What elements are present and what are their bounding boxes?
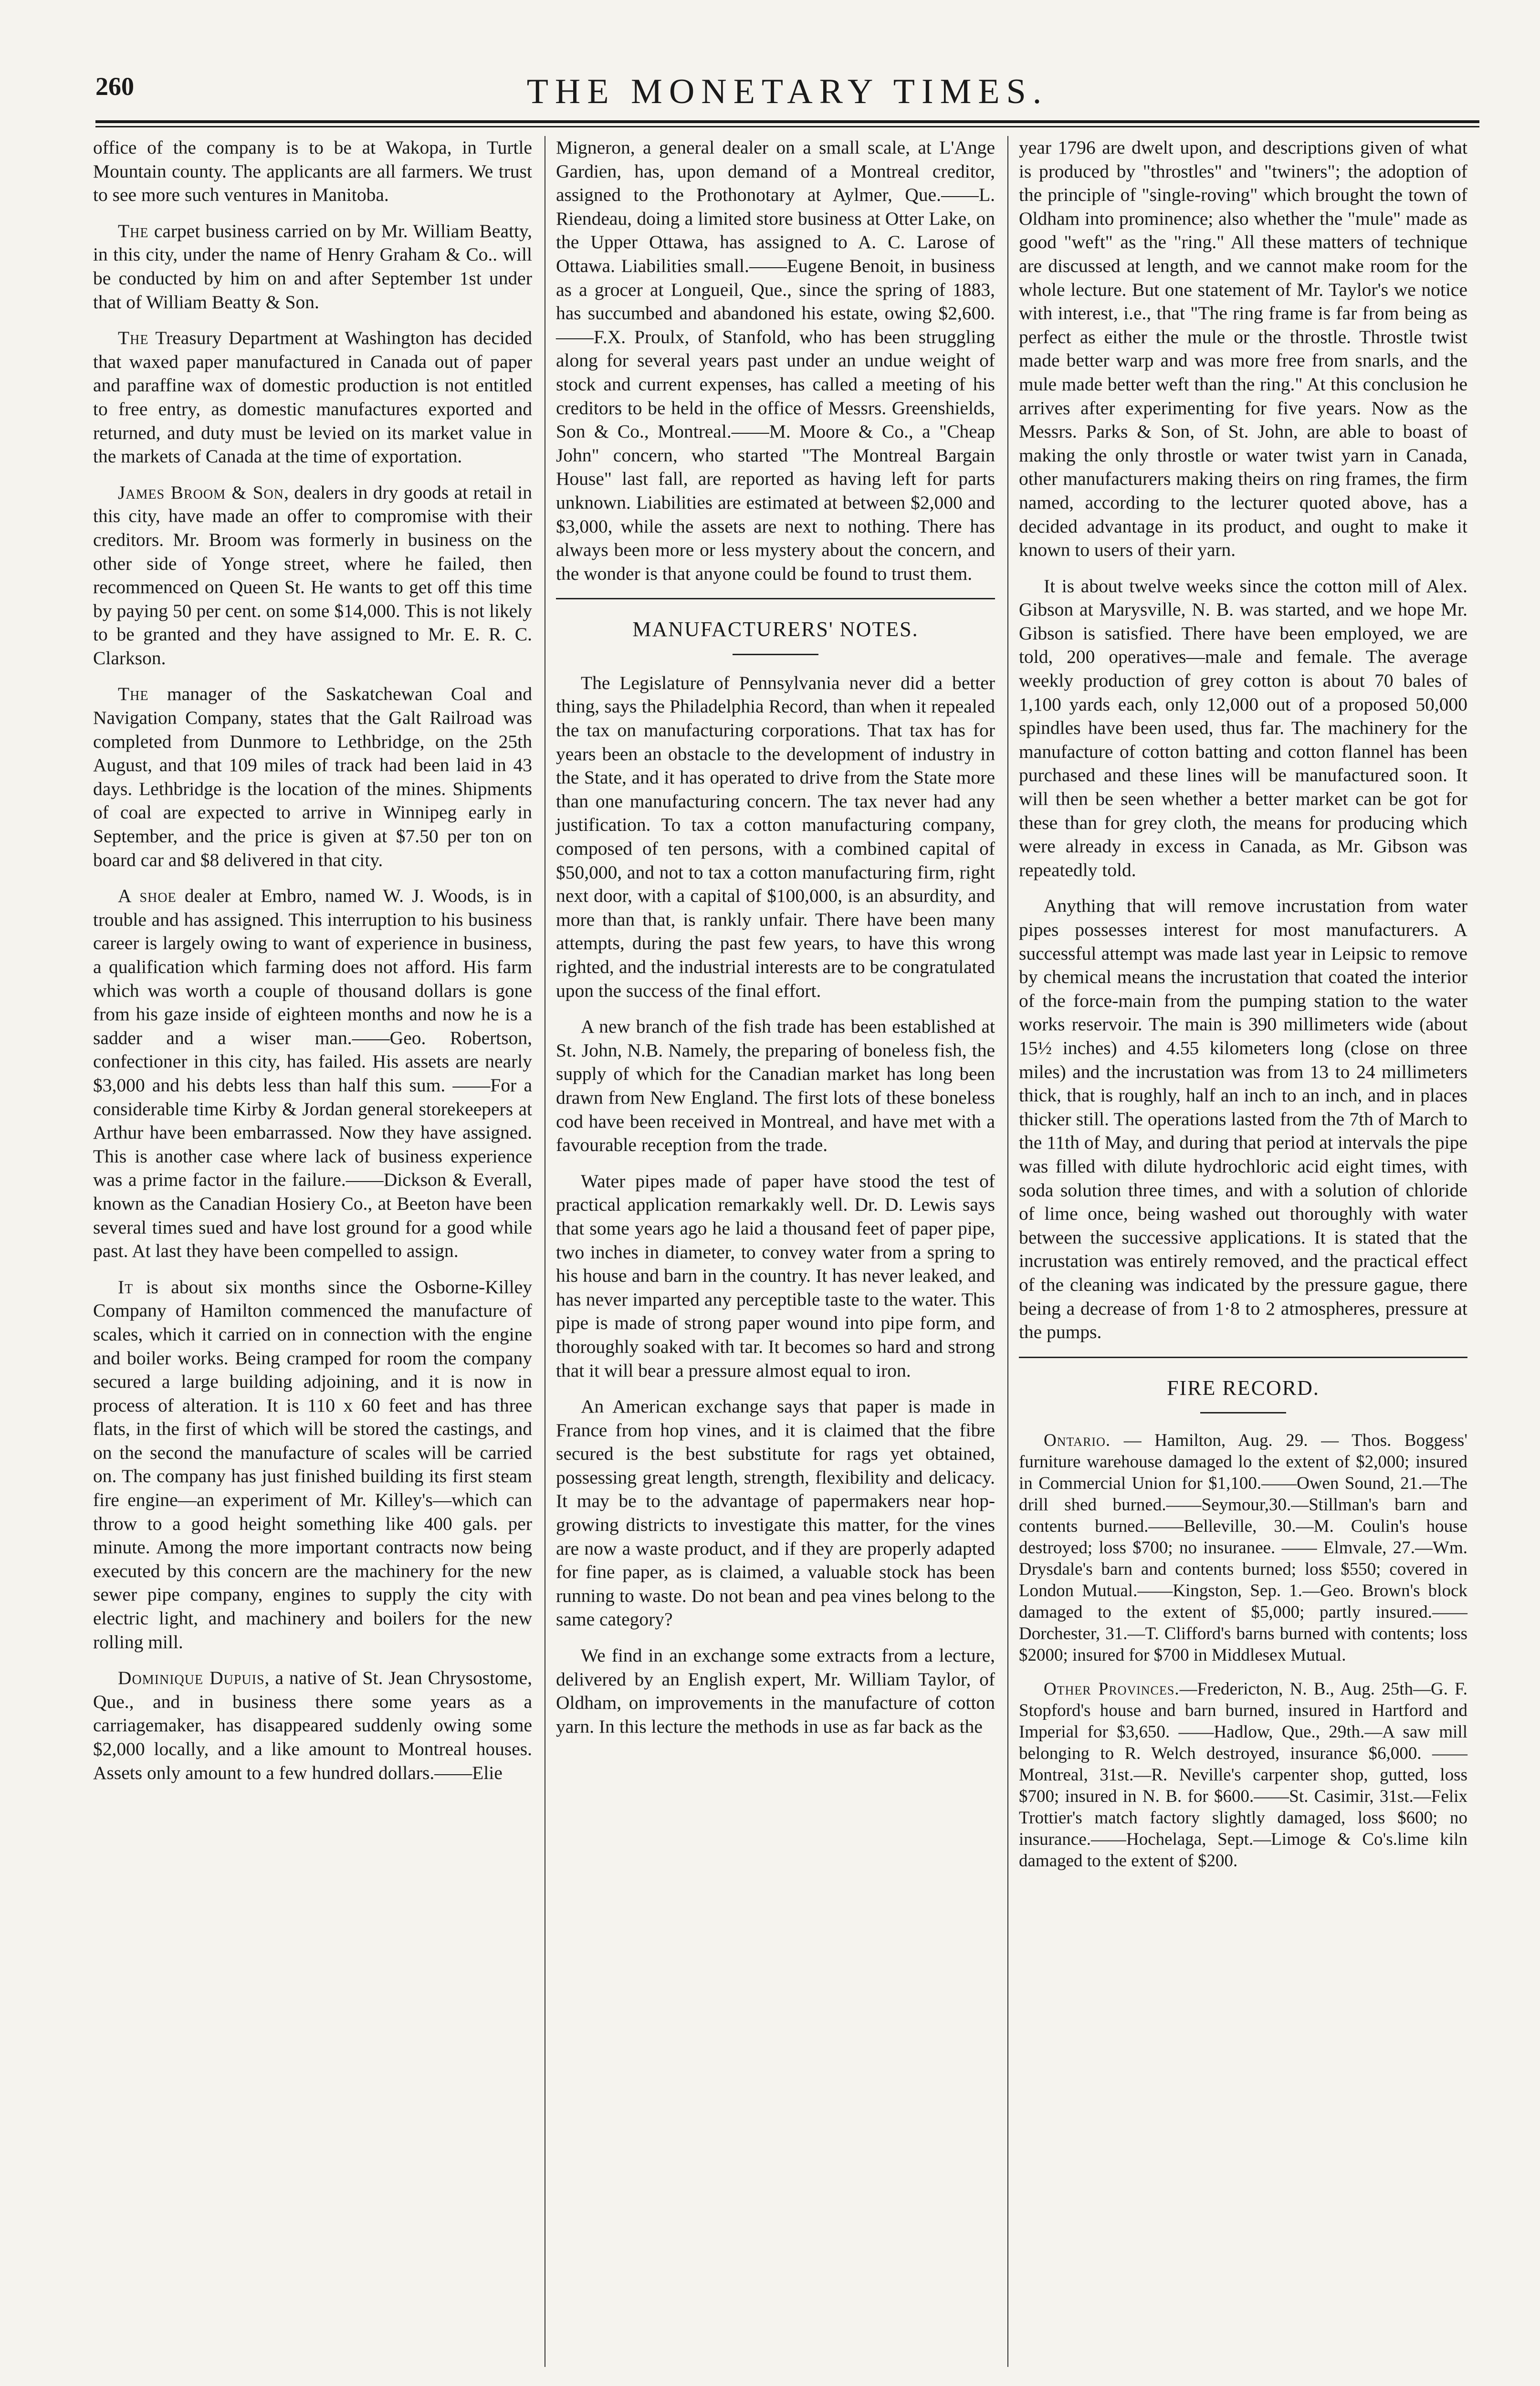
heading-underline — [733, 654, 818, 655]
section-separator — [556, 598, 995, 599]
article-paragraph: Other Provinces.—Fredericton, N. B., Aug. 25th—G. F. Stopford's house and barn burned, insured in Hartford and Imperial for $3,650. ——Hadlow, Que., 29th.—A saw mill belonging to R. Welch destroyed, insurance $6,000. ——Montreal, 31st.—R. Neville's carpenter shop, gutted, loss $700; insured in N. B. for $600.——St. Casimir, 31st.—Felix Trottier's match factory slightly damaged, loss $600; no insurance.——Hochelaga, Sept.—Limoge & Co's.lime kiln damaged to the extent of $200. — [1019, 1679, 1467, 1871]
page-header — [95, 72, 1479, 115]
article-paragraph: year 1796 are dwelt upon, and descriptions given of what is produced by "throstles" and "twiners"; the adoption of the principle of "single-roving" which brought the town of Oldham into prominence; also whether the "mule" made as good "weft" as the "ring." All these matters of technique are discussed at length, and we cannot make room for the whole lecture. But one statement of Mr. Taylor's we notice with interest, i.e., that "The ring frame is far from being as perfect as either the mule or the throstle. Throstle twist made better warp and was more free from snarls, and the mule made better weft than the ring." At this conclusion he arrives after experimenting for five years. Now as the Messrs. Parks & Son, of St. John, are able to boast of making the only throstle or water twist yarn in Canada, other manufacturers making theirs on ring frames, the firm named, according to the lecturer quoted above, has a decided advantage in its product, and ought to make it known to users of their yarn. — [1019, 137, 1467, 561]
column-3 — [1019, 136, 1467, 1884]
article-paragraph: James Broom & Son, dealers in dry goods at retail in this city, have made an offer to compromise with their creditors. Mr. Broom was formerly in business on the other side of Yonge street, where he failed, then recommenced on Queen St. He wants to get off this time by paying 50 per cent. on some $14,000. This is not likely to be granted and they have assigned to Mr. E. R. C. Clarkson. — [93, 481, 532, 669]
masthead-title: THE MONETARY TIMES. — [526, 72, 1048, 111]
article-paragraph: Water pipes made of paper have stood the test of practical application remarkakly well. Dr. D. Lewis says that some years ago he laid a thousand feet of paper pipe, two inches in diameter, to convey water from a spring to his house and barn in the country. It has never leaked, and has never imparted any perceptible taste to the water. This pipe is made of strong paper wound into pipe form, and thoroughly soaked with tar. It becomes so hard and strong that it will bear a pressure almost equal to iron. — [556, 1170, 995, 1381]
article-paragraph: A shoe dealer at Embro, named W. J. Woods, is in trouble and has assigned. This interruption to his business career is largely owing to want of experience in business, a qualification which farming does not afford. His farm which was worth a couple of thousand dollars is gone from his gaze inside of eighteen months and now he is a sadder and a wiser man.——Geo. Robertson, confectioner in this city, has failed. His assets are nearly $3,000 and his debts less than half this sum. ——For a considerable time Kirby & Jordan general storekeepers at Arthur have been embarrassed. Now they have assigned. This is another case where lack of business experience was a prime factor in the failure.——Dickson & Everall, known as the Canadian Hosiery Co., at Beeton have been several times sued and have lost ground for a good while past. At last they have been compelled to assign. — [93, 885, 533, 1262]
header-rule-thick — [95, 120, 1479, 123]
article-paragraph: A new branch of the fish trade has been established at St. John, N.B. Namely, the preparing of boneless fish, the supply of which for the Canadian market has long been drawn from New England. The first lots of these boneless cod have been received in Montreal, and have met with a favourable reception from the trade. — [556, 1016, 995, 1156]
heading-underline — [1200, 1412, 1286, 1413]
article-paragraph: Dominique Dupuis, a native of St. Jean Chrysostome, Que., and in business there some years as a carriagemaker, has disappeared suddenly owing some $2,000 locally, and a like amount to Montreal houses. Assets only amount to a few hundred dollars.——Elie — [93, 1667, 532, 1783]
article-paragraph: The Legislature of Pennsylvania never did a better thing, says the Philadelphia Record, than when it repealed the tax on manufacturing corporations. That tax has for years been an obstacle to the development of industry in the State, and it has operated to drive from the State more than one manufacturing concern. The tax never had any justification. To tax a cotton manufacturing company, composed of ten persons, with a combined capital of $50,000, and not to tax a cotton manufacturing firm, right next door, with a capital of $100,000, is an absurdity, and more than that, is rankly unfair. There have been many attempts, during the past few years, to have this wrong righted, and the industrial interests are to be congratulated upon the success of the final effort. — [556, 672, 995, 1001]
section-heading-fire-record: FIRE RECORD. — [1167, 1376, 1320, 1400]
article-paragraph: It is about six months since the Osborne-Killey Company of Hamilton commenced the manufacture of scales, which it carried on in connection with the engine and boiler works. Being cramped for room the company secured a large building adjoining, and it is now in process of alteration. It is 110 x 60 feet and has three flats, in the first of which will be stored the castings, and on the second the manufacture of scales will be carried on. The company has just finished building its first steam fire engine—an experiment of Mr. Killey's—which can throw to a good height something like 400 gals. per minute. Among the more important contracts now being executed by this concern are the machinery for the new sewer pipe company, engines to supply the city with electric light, and machinery and boilers for the new rolling mill. — [93, 1276, 532, 1653]
header-rule-thin — [95, 126, 1479, 127]
section-heading-manufacturers: MANUFACTURERS' NOTES. — [632, 617, 919, 641]
article-paragraph: office of the company is to be at Wakopa, in Turtle Mountain county. The applicants are all farmers. We trust to see more such ventures in Manitoba. — [93, 137, 532, 206]
column-divider — [1007, 136, 1008, 2367]
article-paragraph: Anything that will remove incrustation from water pipes possesses interest for most manufacturers. A successful attempt was made last year in Leipsic to remove by chemical means the incrustation that coated the interior of the force-main from the pumping station to the water works reservoir. The main is 390 millimeters wide (about 15½ inches) and 4.55 kilometers long (close on three miles) and the incrustation was from 13 to 24 millimeters thick, that is roughly, half an inch to an inch, and in places thicker still. The operations lasted from the 7th of March to the 11th of May, and during that period at intervals the pipe was filled with dilute hydrochloric acid eight times, with soda solution three times, and with a solution of chloride of lime once, being washed out thoroughly with water between the successive applications. It is stated that the incrustation was entirely removed, and the practical effect of the cleaning was indicated by the pressure gague, there being a decrease of from 1·8 to 2 atmospheres, pressure at the pumps. — [1019, 895, 1467, 1343]
article-paragraph: An American exchange says that paper is made in France from hop vines, and it is claimed that the fibre secured is the best substitute for rags yet obtained, possessing great length, strength, flexibility and delicacy. It may be to the advantage of papermakers near hop-growing districts to investigate this matter, for the vines are now a waste product, and if they are properly adapted for fine paper, as is claimed, a valuable stock has been running to waste. Do not bean and pea vines belong to the same category? — [556, 1396, 995, 1630]
article-paragraph: The Treasury Department at Washington has decided that waxed paper manufactured in Canada out of paper and paraffine wax of domestic production is not entitled to free entry, as domestic manufactures exported and returned, and duty must be levied on its market value in the markets of Canada at the time of exportation. — [93, 327, 532, 467]
column-2 — [556, 136, 995, 1751]
section-separator — [1019, 1357, 1467, 1358]
page-number: 260 — [95, 72, 134, 101]
article-paragraph: We find in an exchange some extracts from a lecture, delivered by an English expert, Mr. William Taylor, of Oldham, on improvements in the manufacture of cotton yarn. In this lecture the methods in use as far back as the — [556, 1645, 995, 1737]
article-paragraph: Migneron, a general dealer on a small scale, at L'Ange Gardien, has, upon demand of a Montreal creditor, assigned to the Prothonotary at Aylmer, Que.——L. Riendeau, doing a limited store business at Otter Lake, on the Upper Ottawa, has assigned to A. C. Larose of Ottawa. Liabilities small.——Eugene Benoit, in business as a grocer at Longueil, Que., since the spring of 1883, has succumbed and abandoned his estate, owing $2,600.——F.X. Proulx, of Stanfold, who has been struggling along for several years past under an undue weight of stock and current expenses, has called a meeting of his creditors to be held in the office of Messrs. Greenshields, Son & Co., Montreal.——M. Moore & Co., a "Cheap John" concern, who started "The Montreal Bargain House" last fall, are reported as having left for parts unknown. Liabilities are estimated at between $2,000 and $3,000, while the assets are next to nothing. There has always been more or less mystery about the concern, and the wonder is that anyone could be found to trust them. — [556, 137, 995, 584]
article-paragraph: It is about twelve weeks since the cotton mill of Alex. Gibson at Marysville, N. B. was started, and we hope Mr. Gibson is satisfied. There have been employed, we are told, 200 operatives—male and female. The average weekly production of grey cotton is about 70 bales of 1,100 yards each, only 12,000 out of a proposed 50,000 spindles have been used, thus far. The machinery for the manufacture of cotton batting and cotton flannel has been purchased and these lines will be manufactured soon. It will then be seen whether a better market can be got for these than for grey cloth, the means for producing which were already in excess in Canada, as Mr. Gibson was repeatedly told. — [1019, 575, 1467, 880]
article-paragraph: Ontario. — Hamilton, Aug. 29. — Thos. Boggess' furniture warehouse damaged lo the extent of $2,000; insured in Commercial Union for $1,100.——Owen Sound, 21.—The drill shed burned.——Seymour,30.—Stillman's barn and contents burned.——Belleville, 30.—M. Coulin's house destroyed; loss $700; no insuranee. —— Elmvale, 27.—Wm. Drysdale's barn and contents burned; loss $550; covered in London Mutual.——Kingston, Sep. 1.—Geo. Brown's block damaged to the extent of $5,000; partly insured.——Dorchester, 31.—T. Clifford's barns burned with contents; loss $2000; insured for $700 in Middlesex Mutual. — [1019, 1431, 1467, 1665]
article-paragraph: The carpet business carried on by Mr. William Beatty, in this city, under the name of Henry Graham & Co.. will be conducted by him on and after September 1st under that of William Beatty & Son. — [93, 220, 532, 313]
column-1 — [93, 136, 532, 1797]
article-paragraph: The manager of the Saskatchewan Coal and Navigation Company, states that the Galt Railroad was completed from Dunmore to Lethbridge, on the 25th August, and that 109 miles of track had been laid in 43 days. Lethbridge is the location of the mines. Shipments of coal are expected to arrive in Winnipeg early in September, and the price is given at $7.50 per ton on board car and $8 delivered in that city. — [93, 683, 532, 870]
